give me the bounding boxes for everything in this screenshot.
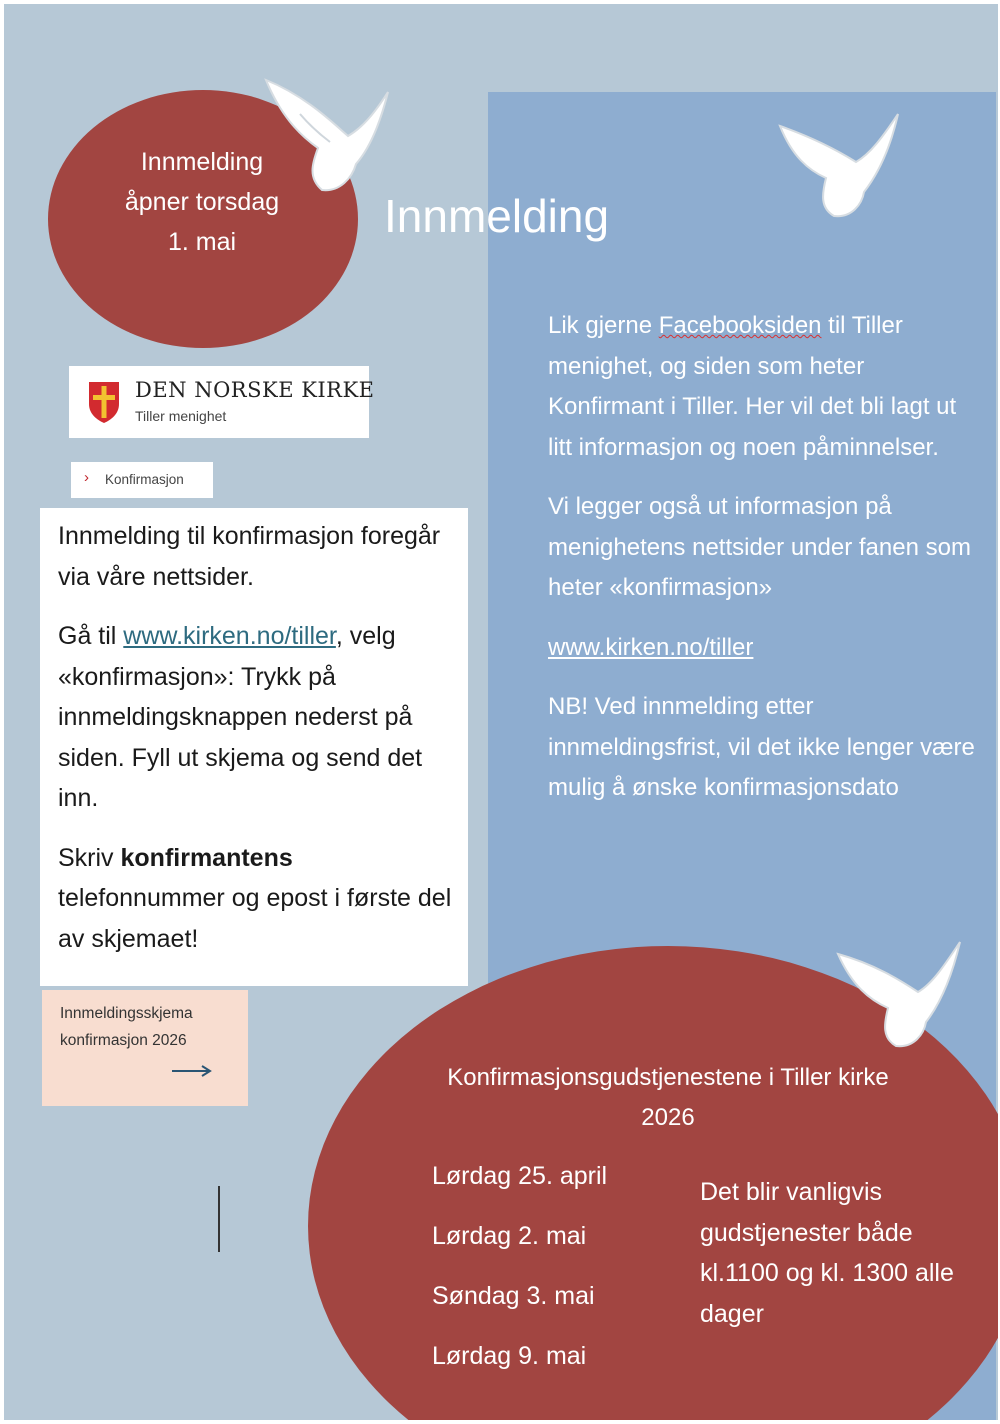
opening-line: Innmelding bbox=[140, 148, 264, 176]
konfirmasjon-link[interactable] bbox=[71, 462, 213, 498]
arrow-right-icon bbox=[170, 1064, 214, 1078]
text-cursor bbox=[218, 1186, 220, 1252]
service-date: Søndag 3. mai bbox=[432, 1282, 595, 1310]
opening-line: åpner torsdag bbox=[124, 188, 280, 216]
dove-icon bbox=[774, 108, 904, 222]
kirken-link-right[interactable]: www.kirken.no/tiller bbox=[548, 633, 754, 661]
church-logo[interactable] bbox=[69, 366, 375, 438]
right-paragraph: Vi legger også ut informasjon på menighetens nettsider under fanen som heter «konfirmasjon» bbox=[548, 493, 971, 601]
text-span: Lik gjerne bbox=[548, 312, 659, 339]
services-note: Det blir vanligvis gudstjenester både kl.1100 og kl. 1300 alle dager bbox=[700, 1178, 954, 1328]
flyer-page bbox=[4, 4, 998, 1420]
logo-subtitle: Tiller menighet bbox=[135, 408, 227, 424]
text-span: Skriv bbox=[58, 843, 121, 872]
chevron-right-icon: › bbox=[84, 469, 89, 486]
right-paragraph bbox=[548, 306, 978, 468]
text-span: telefonnummer og epost i første del av skjemaet! bbox=[58, 884, 452, 953]
service-dates bbox=[432, 1156, 607, 1396]
logo-title: DEN NORSKE KIRKE bbox=[135, 378, 375, 402]
right-paragraph: NB! Ved innmelding etter innmeldingsfrist, vil det ikke lenger være mulig å ønske konfirmasjonsdato bbox=[548, 693, 975, 801]
kirken-link[interactable]: www.kirken.no/tiller bbox=[123, 622, 336, 650]
right-panel-text bbox=[548, 306, 978, 828]
text-span: , velg «konfirmasjon»: Trykk på innmeldingsknappen nederst på siden. Fyll ut skjema og send det inn. bbox=[58, 622, 423, 812]
service-date: Lørdag 25. april bbox=[432, 1162, 608, 1190]
facebook-word: Facebooksiden bbox=[658, 312, 822, 339]
registration-form-card[interactable] bbox=[42, 990, 248, 1106]
text-span: til Tiller menighet, og siden som heter Konfirmant i Tiller. Her vil det bli lagt ut litt informasjon og noen påminnelser. bbox=[548, 312, 957, 461]
shield-icon bbox=[87, 380, 121, 424]
service-date: Lørdag 2. mai bbox=[432, 1222, 587, 1250]
nav-chip-label: Konfirmasjon bbox=[105, 472, 184, 487]
instructions-paragraph: Innmelding til konfirmasjon foregår via våre nettsider. bbox=[58, 522, 441, 591]
dove-icon bbox=[834, 936, 964, 1050]
service-date: Lørdag 9. mai bbox=[432, 1342, 587, 1370]
page-title: Innmelding bbox=[384, 190, 610, 242]
opening-line: 1. mai bbox=[167, 228, 237, 256]
services-title: Konfirmasjonsgudstjenestene i Tiller kirke 2026 bbox=[447, 1064, 889, 1131]
instructions-paragraph bbox=[58, 838, 458, 960]
form-card-label: Innmeldingsskjema konfirmasjon 2026 bbox=[60, 1005, 193, 1049]
dove-icon bbox=[260, 74, 396, 196]
bold-text: konfirmantens bbox=[120, 843, 293, 872]
text-span: Gå til bbox=[58, 622, 124, 650]
instructions-box bbox=[40, 508, 468, 986]
instructions-paragraph bbox=[58, 616, 458, 819]
